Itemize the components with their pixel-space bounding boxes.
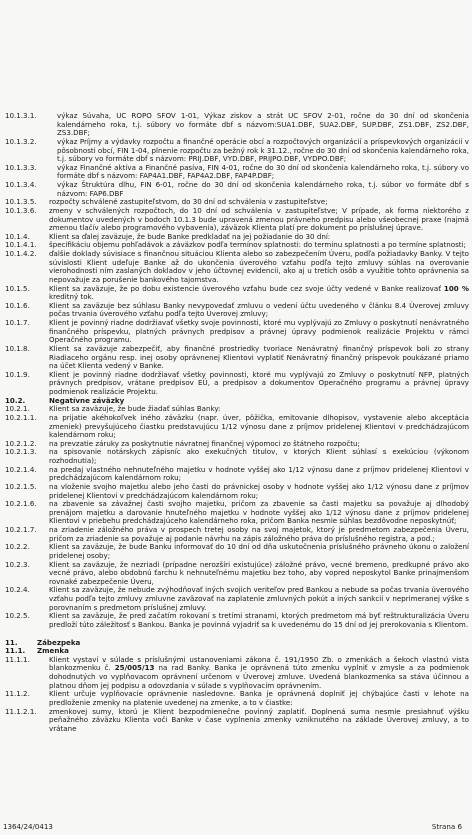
clause-text: Klient sa zaväzuje, že po dobu existencie úverového vzťahu bude cez svoje účty vedené v Banke realizovať 100 % kreditný tok. [49,283,469,302]
document-reference: 1364/24/0413 [3,822,53,831]
clause [5,414,469,440]
clause [5,656,469,691]
clause-text: Klient je povinný riadne dodržiavať všetky povinnosti, ktoré mu vyplývajú zo Zmluvy o poskytnutí NFP, platných právnych predpisov, vrátane predpisov EÚ, a predpisov a dokumentov Operačného programu a právnej úpravy podmienok realizácie Projektu. [49,369,469,396]
clause [5,181,469,198]
clause-number: 10.2.3. [5,559,30,569]
clause-text: špecifikáciu objemu pohľadávok a záväzkov podľa termínov splatnosti: do termínu splatnosti a po termíne splatnosti; [49,240,466,250]
clause [5,319,469,345]
clause [5,500,469,526]
clause-number: 10.2.1.7. [5,525,37,534]
clause-number: 10.1.3.3. [5,162,37,172]
clause-text: na spisovanie notárskych zápisníc ako exekučných titulov, v ktorých Klient súhlasí s exekúciou (výkonom rozhodnutia); [49,447,469,465]
clause [5,543,469,560]
clause-text: rozpočty schválené zastupiteľstvom, do 30 dní od schválenia v zastupiteľstve; [49,197,328,207]
clause-number: 10.2. [5,395,26,405]
clause-text: Klient sa zaväzuje bez súhlasu Banky nevypovedať zmluvu o vedení účtu uvedeného v článku 8.4 Úverovej zmluvy počas trvania úverového vzťahu podľa tejto Úverovej zmluvy; [49,300,469,319]
clause-text: na prijatie akéhokoľvek iného záväzku (napr. úver, pôžička, emitovanie dlhopisov, vystavenie alebo akceptácia zmeniek) prevyšujúceho čiastku predstavujúcu 1/12 výnosu dane z príjmov pridelenej Klientovi v predchádzajúcom kalendárnom roku; [49,412,469,440]
section-heading [5,639,469,648]
heading-text: Negatívne záväzky [49,395,125,405]
clause-number: 10.1.8. [5,343,30,353]
clause [5,112,469,138]
clause [5,250,469,285]
clause-number: 11. [5,637,18,647]
clause-number: 11.1.2. [5,689,30,699]
clause [5,164,469,181]
clause-number: 10.2.2. [5,542,30,552]
clause [5,207,469,233]
clause [5,690,469,707]
clause-text: na zriadenie záložného práva v prospech tretej osoby na svoj majetok, ktorý je predmetom zabezpečenia Úveru, pričom za zriadenie sa považuje aj podanie návrhu na zápis záložného práva do príslušného registra, a pod.; [49,525,469,543]
heading-text: Zábezpeka [37,637,81,647]
clause-number: 10.1.5. [5,283,30,293]
clause-number: 10.1.4.1. [5,240,37,250]
clause [5,526,469,543]
clause-number: 10.1.4. [5,231,30,241]
clause-text: Klient sa zaväzuje, že bude žiadať súhlas Banky: [49,404,221,414]
clause-number: 10.2.1.6. [5,499,37,509]
clause [5,612,469,629]
page-number: Strana 6 [431,822,462,831]
clause-text: zmeny v schválených rozpočtoch, do 10 dní od schválenia v zastupiteľstve; V prípade, ak forma niektorého z dokumentov uvedených v bodoch 10.1.3 bude upravená zmenou právneho predpisu alebo všeobecnej praxe (najmä zmenou tlačív alebo programového vybavenia), záväzok Klienta platí pre dokument po príslušnej úprave. [49,205,469,233]
clause-number: 10.2.1. [5,404,30,414]
clause-text: zmenkovej sumy, ktorú je Klient bezpodmienečne povinný zaplatiť. Doplnená suma nesmie presiahnuť výšku peňažného záväzku Klienta voči Banke v čase vyplnenia zmenky vzniknutého na základe Úverovej zmluvy, a to vrátane [49,706,469,733]
clause [5,371,469,397]
clause-text: Klient sa zaväzuje, že pred začatím rokovaní s tretími stranami, ktorých predmetom má byť reštrukturalizácia Úveru predloží túto záležitosť s Bankou. Banka je povinná vyjadriť sa k uvedenému do 15 dní od jej prerokovania s Klientom. [49,611,469,629]
clause [5,285,469,302]
clause-number: 10.1.3.2. [5,136,37,146]
clause-text: výkaz Súvaha, UC ROPO SFOV 1-01, Výkaz ziskov a strát UC SFOV 2-01, ročne do 30 dní od skončenia kalendárneho roka, t.j. súbory vo formáte dbf s názvom:SUA1.DBF, SUA2.DBF, SUP.DBF, ZS1.DBF, ZS2.DBF, ZS3.DBF; [57,111,469,138]
clause-number: 11.1.2.1. [5,706,37,716]
clause-number: 11.1. [5,646,26,656]
clause-text: na prevzatie záruky za poskytnutie návratnej finančnej výpomoci zo štátneho rozpočtu; [49,438,360,448]
clause-number: 10.2.5. [5,611,30,621]
clause-number: 10.1.9. [5,369,30,379]
clause [5,561,469,587]
clause-text: Klient vystaví v súlade s príslušnými ustanoveniami zákona č. 191/1950 Zb. o zmenkách a šekoch vlastnú vista blankozmenku č. 25/005/13 na rad Banky. Banka je oprávnená túto zmenku vyplniť v zmysle a za podmienok dohodnutých vo vyplňovacom oprávnení určenom v Úverovej zmluve. Uvedená blankozmenka sa stáva účinnou a platnou dňom jej podpisu a odovzdania v súlade s vyplňovacím oprávnením. [49,654,469,690]
clause-number: 10.1.4.2. [5,249,37,258]
clause-number: 10.2.1.2. [5,438,37,448]
clause [5,483,469,500]
clause-number: 10.1.7. [5,318,30,327]
clause-text: ďalšie doklady súvisiace s finančnou situáciou Klienta alebo so zabezpečením Úveru, podľa požiadavky Banky. V tejto súvislosti Klient udeľuje Banke až do ukončenia úverového vzťahu podľa tejto zmluvy súhlas na overovanie vierohodnosti ním zaslaných dokladov v jeho účtovnej evidencii, ako aj u tretích osôb a využitie tohto oprávnenia sa nepovažuje za porušenie bankového tajomstva. [49,249,469,284]
clause [5,448,469,465]
clause [5,345,469,371]
clause-number: 10.2.4. [5,585,30,595]
clause [5,586,469,612]
clause [5,302,469,319]
clause-text: Klient sa zaväzuje, že nebude zvýhodňovať iných svojich veriteľov pred Bankou a nebude sa počas trvania úverového vzťahu podľa tejto zmluvy zmluvne zaväzovať na zaplatenie zmluvných pokút a iných sankcií v neprimeranej výške s porovnaním s predmetom príslušnej zmluvy. [49,585,469,612]
clause-text: výkaz Štruktúra dlhu, FIN 6-01, ročne do 30 dní od skončenia kalendárneho roka, t.j. súbor vo formáte dbf s názvom: FAP6.DBF [57,180,469,198]
clause-text: Klient sa zaväzuje, že bude Banku informovať do 10 dní od dňa uskutočnenia príslušného právneho úkonu o založení pridelenej osoby; [49,542,469,560]
document-body [5,112,469,733]
clause-text: výkaz Príjmy a výdavky rozpočtu a finančné operácie obcí a rozpočtových organizácií a príspevkových organizácií v pôsobnosti obcí, FIN 1-04, plnenie rozpočtu za bežný rok k 31.12., ročne do 30 dní od skončenia kalendárneho roka, t.j. súbory vo formáte dbf s názvom: PRIJ.DBF, VYD.DBF, PRIJPO.DBF, VYDPO.DBF; [57,136,469,164]
clause-number: 10.1.3.1. [5,111,37,120]
clause-text: Klient sa zaväzuje, že nezriadi (prípadne nerozšíri existujúce) záložné právo, vecné bremeno, predkupné právo ako vecné právo, alebo obdobnú ťarchu k nehnuteľnému majetku bez toho, aby vopred neposkytol Banke prinajmenšom rovnaké zabezpečenie Úveru, [49,559,469,586]
clause-number: 10.2.1.1. [5,412,37,422]
clause-number: 10.1.3.5. [5,197,37,207]
clause-number: 10.2.1.3. [5,447,37,457]
clause-text: na vloženie svojho majetku alebo jeho časti do právnickej osoby v hodnote vyššej ako 1/12 výnosu dane z príjmov pridelenej Klientovi v predchádzajúcom kalendárnom roku; [49,481,469,500]
clause-text: výkaz Finančné aktíva a Finančné pasíva, FIN 4-01, ročne do 30 dní od skončenia kalendárneho roka, t.j. súbory vo formáte dbf s názvom: FAP4A1.DBF, FAP4A2.DBF, FAP4P.DBF; [57,162,469,181]
clause-text: Klient je povinný riadne dodržiavať všetky svoje povinnosti, ktoré mu vyplývajú zo Zmluvy o poskytnutí nenávratného finančného príspevku, platných právnych predpisov a právnej úpravy podmienok realizácie Projektu v rámci Operačného programu. [49,318,469,345]
clause-number: 10.1.6. [5,300,30,310]
clause-number: 10.2.1.4. [5,464,37,474]
clause-text: Klient sa ďalej zaväzuje, že bude Banke predkladať na jej požiadanie do 30 dní: [49,231,331,241]
clause-number: 10.2.1.5. [5,481,37,491]
clause-text: Klient sa zaväzuje zabezpečiť, aby finančné prostriedky tvoriace Nenávratný finančný príspevok boli zo strany Riadiaceho orgánu resp. inej osoby oprávnenej Klientovi vyplatiť Nenávratný finančný príspevok poukázané priamo na účet Klienta vedený v Banke. [49,343,469,371]
clause-number: 10.1.3.4. [5,180,37,189]
clause-text: Klient určuje vyplňovacie oprávnenie nasledovne. Banka je oprávnená doplniť jej chýbajúce časti v lehote na predloženie zmenky na platenie uvedenej na zmenke, a to v čiastke: [49,689,469,707]
clause [5,138,469,164]
clause-number: 11.1.1. [5,654,30,664]
heading-text: Zmenka [37,646,69,656]
clause [5,466,469,483]
clause-text: na zbavenie sa závažnej časti svojho majetku, pričom za zbavenie sa časti majetku sa považuje aj dlhodobý prenájom majetku a darovanie hnuteľného majetku v hodnote vyššej ako 1/12 výnosu dane z príjmov pridelenej Klientovi v priebehu predchádzajúceho kalendárneho roka, pričom Banka nesmie súhlas bezdôvodne neposkytnúť; [49,499,469,526]
clause-number: 10.1.3.6. [5,205,37,215]
clause-text: na predaj vlastného nehnuteľného majetku v hodnote vyššej ako 1/12 výnosu dane z príjmov pridelenej Klientovi v predchádzajúcom kalendárnom roku; [49,464,469,483]
clause [5,708,469,734]
